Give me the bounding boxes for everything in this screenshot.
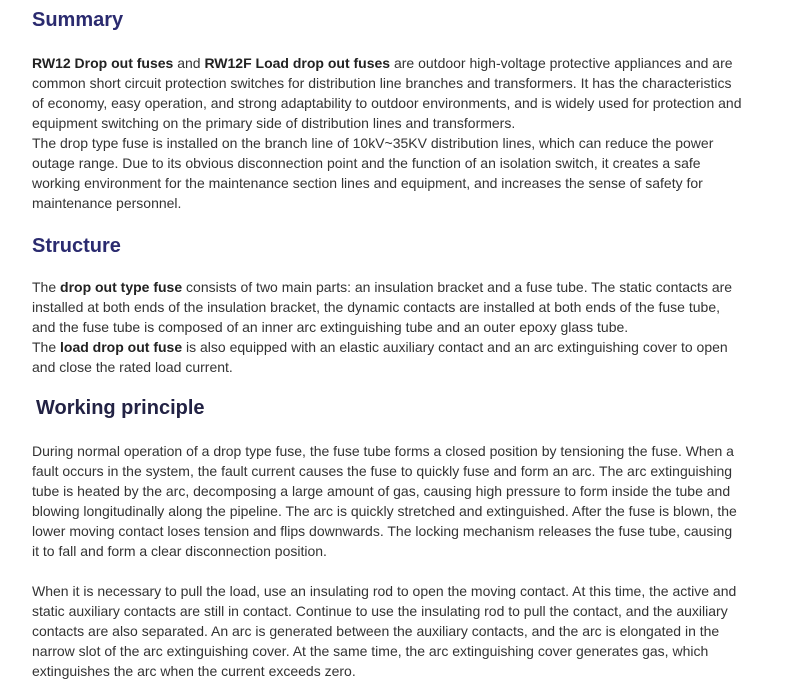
summary-paragraph-1 [32, 53, 742, 133]
structure-text-lead-2: The [32, 339, 61, 355]
working-principle-heading: Working principle [36, 397, 205, 419]
working-paragraph-2: When it is necessary to pull the load, use an insulating rod to open the moving contact. At this time, the active and static auxiliary contacts are still in contact. Continue to use the insulating rod to pull the contact, and the auxiliary contacts are also separated. An arc is generated between the auxiliary contacts, and the arc is elongated in the narrow slot of the arc extinguishing cover. At the same time, the arc extinguishing cover generates gas, which extinguishes the arc when the current exceeds zero. [32, 583, 737, 679]
structure-paragraph-1 [32, 277, 742, 337]
structure-text-body-2: is also equipped with an elastic auxiliary contact and an arc extinguishing cover to open and close the rated load current. [32, 339, 728, 375]
working-paragraph-1: During normal operation of a drop type fuse, the fuse tube forms a closed position by tensioning the fuse. When a fault occurs in the system, the fault current causes the fuse to quickly fuse and form an arc. The arc extinguishing tube is heated by the arc, decomposing a large amount of gas, causing high pressure to form inside the tube and blowing longitudinally along the pipeline. The arc is quickly stretched and extinguished. After the fuse is blown, the lower moving contact loses tension and flips downwards. The locking mechanism releases the fuse tube, causing it to fall and form a clear disconnection position. [32, 443, 737, 559]
summary-text-body: are outdoor high-voltage protective appliances and are common short circuit protection switches for distribution line branches and transformers. It has the characteristics of economy, easy operation, and strong adaptability to outdoor environments, and is widely used for protection and equipment switching on the primary side of distribution lines and transformers. [32, 55, 742, 131]
drop-out-type-fuse-term: drop out type fuse [60, 279, 183, 295]
summary-heading: Summary [32, 9, 124, 31]
load-drop-out-fuse-term: load drop out fuse [60, 339, 183, 355]
structure-text-body: consists of two main parts: an insulation bracket and a fuse tube. The static contacts are installed at both ends of the insulation bracket, the dynamic contacts are installed at both ends of the fuse tube, and the fuse tube is composed of an inner arc extinguishing tube and an outer epoxy glass tube. [32, 279, 733, 335]
summary-section-body [32, 53, 742, 213]
rw12f-product-name: RW12F Load drop out fuses [204, 55, 391, 71]
structure-section-body [32, 277, 742, 377]
structure-heading: Structure [32, 235, 121, 257]
structure-paragraph-2 [32, 337, 742, 377]
summary-paragraph-2: The drop type fuse is installed on the branch line of 10kV~35KV distribution lines, which can reduce the power outage range. Due to its obvious disconnection point and the function of an isolation switch, it creates a safe working environment for the maintenance section lines and equipment, and increases the sense of safety for maintenance personnel. [32, 135, 714, 211]
structure-text-lead: The [32, 279, 61, 295]
summary-text-connector: and [173, 55, 205, 71]
rw12-product-name: RW12 Drop out fuses [32, 55, 174, 71]
